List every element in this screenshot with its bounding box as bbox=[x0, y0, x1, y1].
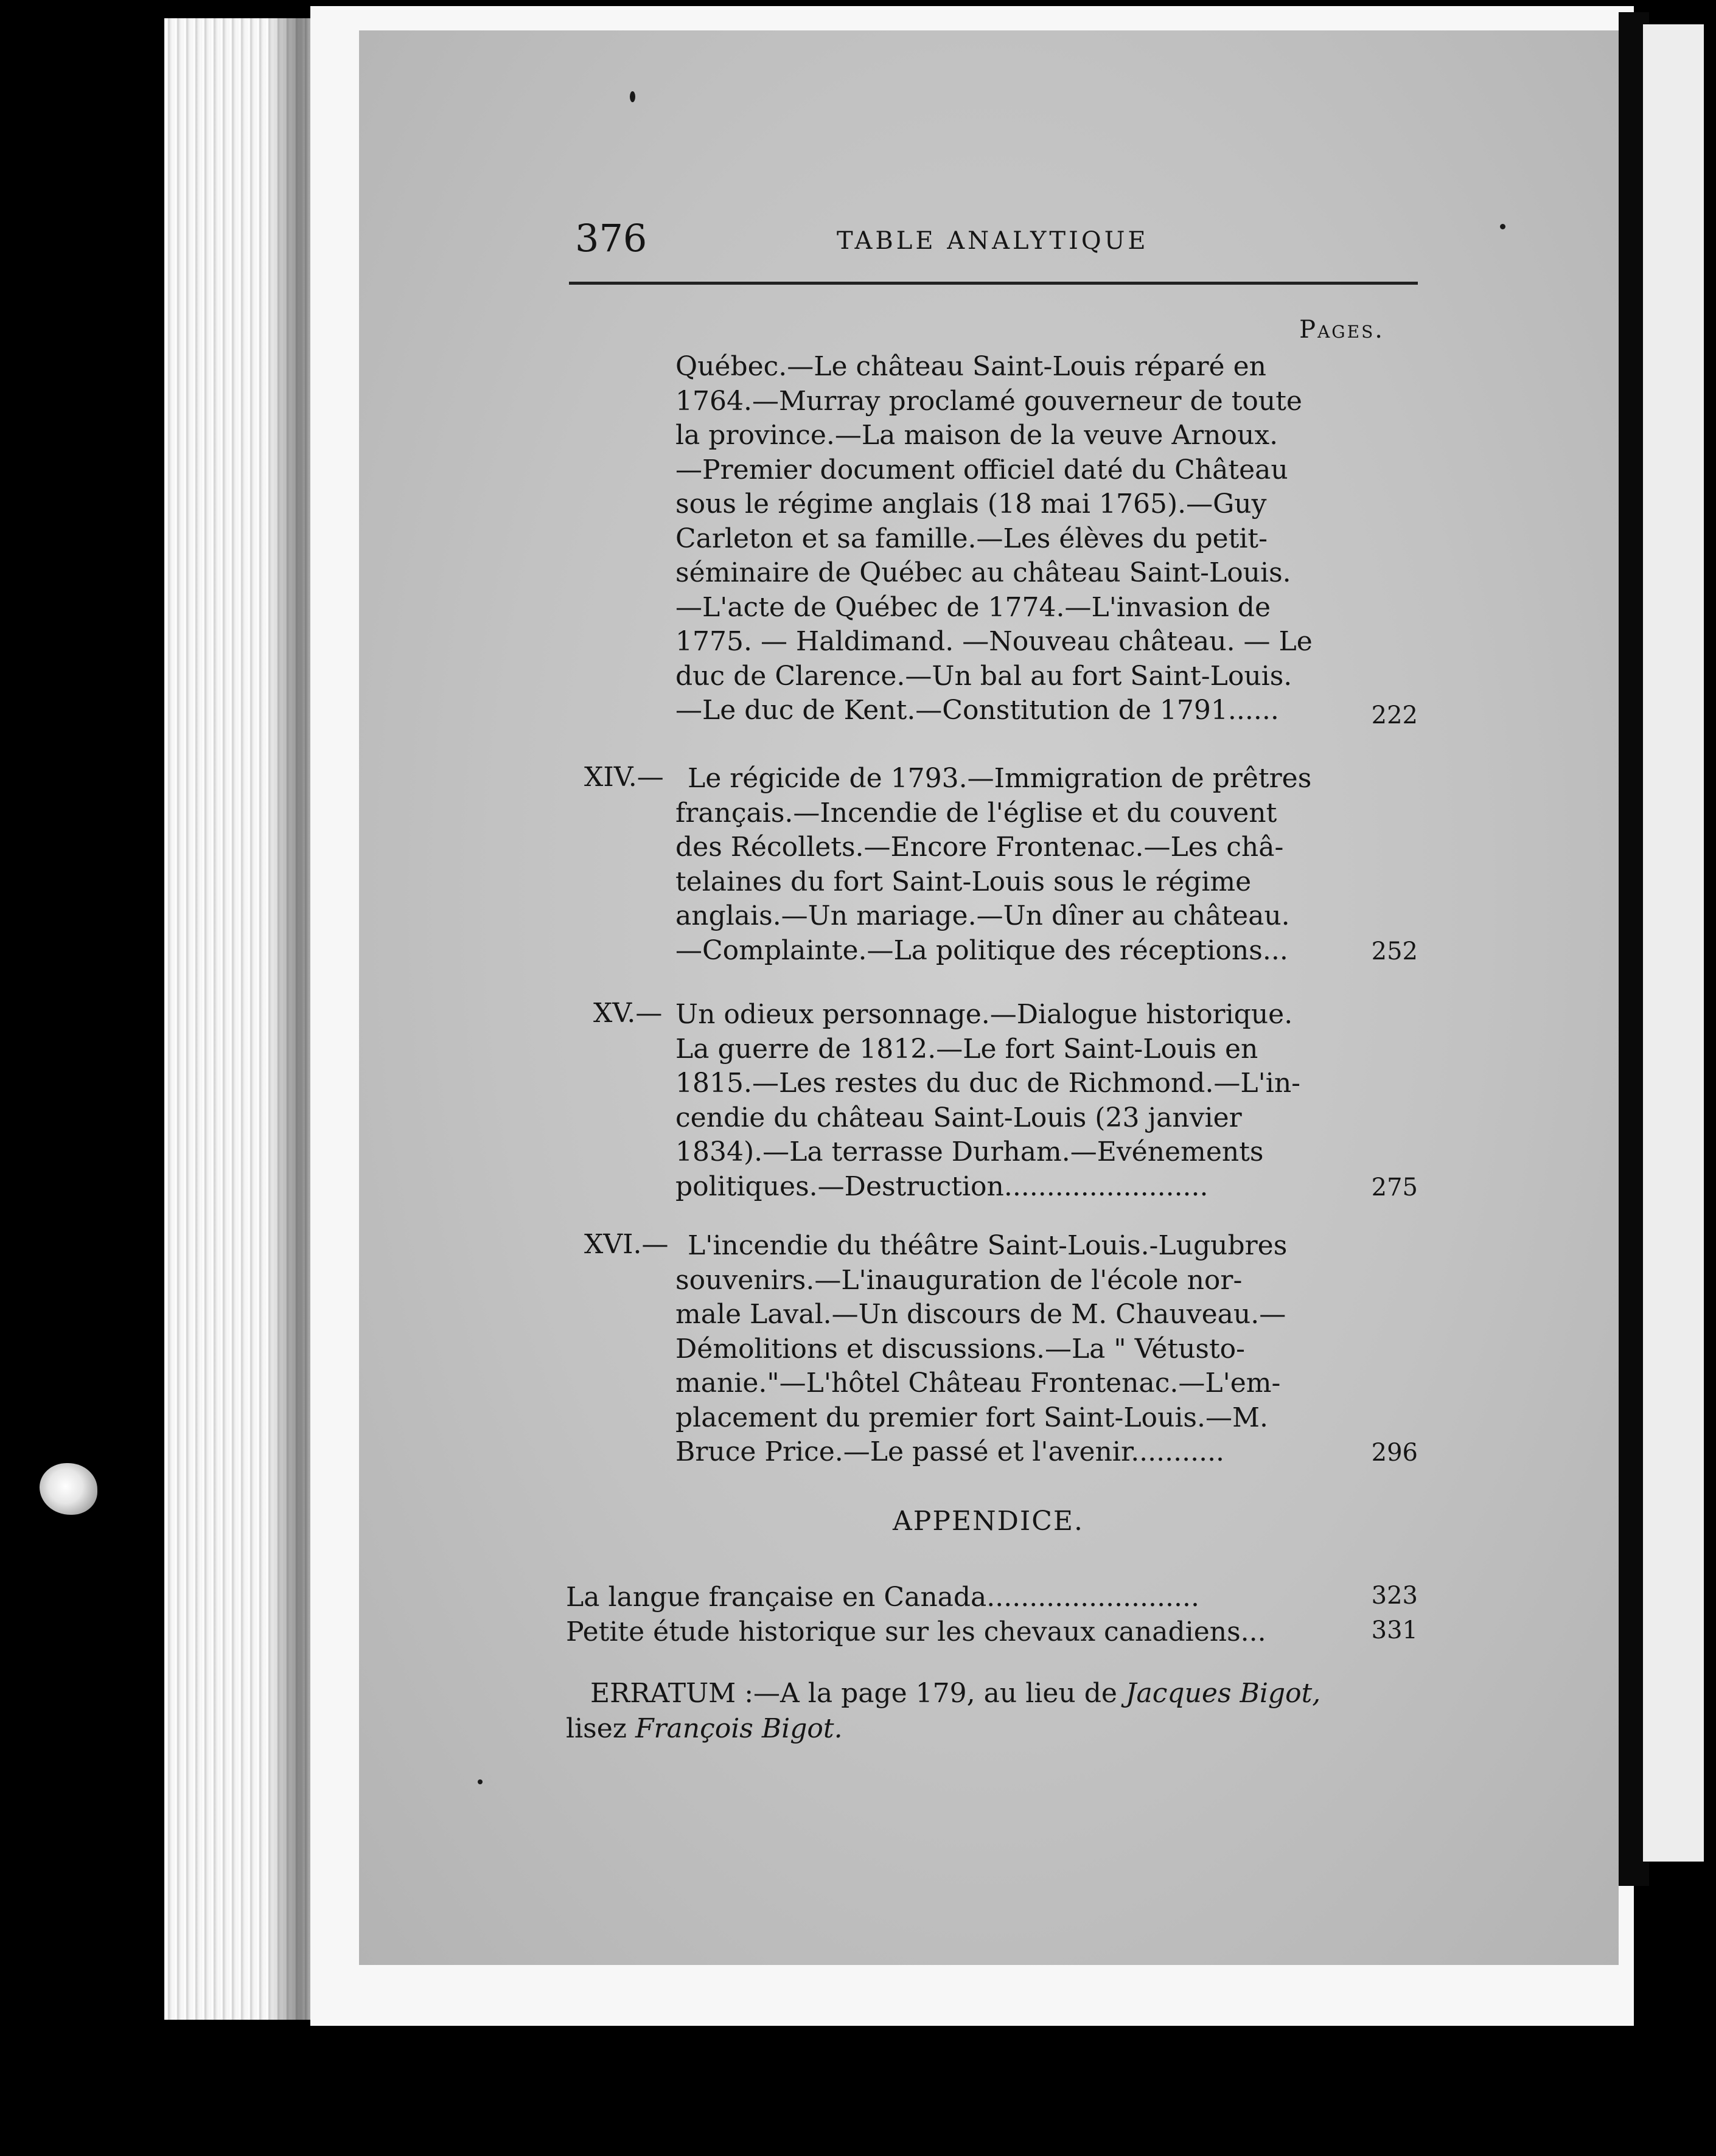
appendix-item-label: La langue française en Canada......................... bbox=[566, 1582, 1199, 1613]
entry-page-number: 296 bbox=[1371, 1439, 1418, 1467]
entry-line: cendie du château Saint-Louis (23 janvier bbox=[675, 1102, 1242, 1133]
entry-line: —Le duc de Kent.—Constitution de 1791...... bbox=[675, 695, 1279, 726]
chapter-number: XV.— bbox=[593, 998, 663, 1029]
entry-line: —Premier document officiel daté du Château bbox=[675, 454, 1288, 485]
entry-line: français.—Incendie de l'église et du couvent bbox=[675, 797, 1277, 829]
entry-page-number: 252 bbox=[1371, 937, 1418, 965]
entry-line: Le régicide de 1793.—Immigration de prêtres bbox=[688, 763, 1312, 794]
entry-line: souvenirs.—L'inauguration de l'école nor- bbox=[675, 1264, 1243, 1296]
header-rule bbox=[569, 282, 1418, 285]
entry-line: 1834).—La terrasse Durham.—Evénements bbox=[675, 1136, 1264, 1167]
erratum-wrong-name: Jacques Bigot, bbox=[1125, 1678, 1321, 1709]
appendix-item-page: 323 bbox=[1371, 1582, 1418, 1610]
pages-column-label: Pages. bbox=[1299, 316, 1384, 344]
entry-line: manie."—L'hôtel Château Frontenac.—L'em- bbox=[675, 1368, 1281, 1399]
entry-line: 1775. — Haldimand. —Nouveau château. — Le bbox=[675, 626, 1313, 657]
ink-speck bbox=[478, 1779, 483, 1784]
entry-line: 1815.—Les restes du duc de Richmond.—L'in- bbox=[675, 1068, 1301, 1099]
page-blemish bbox=[40, 1463, 97, 1515]
appendix-heading: APPENDICE. bbox=[893, 1506, 1084, 1537]
entry-line: Québec.—Le château Saint-Louis réparé en bbox=[675, 351, 1266, 382]
entry-line: la province.—La maison de la veuve Arnoux. bbox=[675, 420, 1278, 451]
entry-page-number: 275 bbox=[1371, 1174, 1418, 1201]
entry-line: placement du premier fort Saint-Louis.—M. bbox=[675, 1402, 1269, 1433]
entry-page-number: 222 bbox=[1371, 701, 1418, 729]
appendix-item-page: 331 bbox=[1371, 1616, 1418, 1644]
erratum-lead: ERRATUM :—A la page 179, au lieu de bbox=[590, 1678, 1126, 1709]
entry-line: —Complainte.—La politique des réceptions... bbox=[675, 934, 1288, 966]
entry-line: séminaire de Québec au château Saint-Louis. bbox=[675, 557, 1291, 588]
entry-line: La guerre de 1812.—Le fort Saint-Louis en bbox=[675, 1033, 1258, 1065]
entry-line: des Récollets.—Encore Frontenac.—Les châ- bbox=[675, 832, 1284, 863]
chapter-number: XVI.— bbox=[584, 1229, 669, 1260]
ink-speck bbox=[1500, 224, 1505, 229]
entry-line: Démolitions et discussions.—La " Vétusto- bbox=[675, 1333, 1246, 1365]
entry-text bbox=[675, 998, 1301, 1204]
chapter-number: XIV.— bbox=[584, 762, 664, 793]
ink-speck bbox=[630, 91, 635, 102]
entry-text bbox=[675, 1229, 1288, 1470]
entry-line: 1764.—Murray proclamé gouverneur de toute bbox=[675, 385, 1302, 417]
facing-page-sliver bbox=[1643, 24, 1704, 1862]
erratum-note bbox=[566, 1676, 1430, 1747]
entry-line: L'incendie du théâtre Saint-Louis.-Lugubres bbox=[688, 1230, 1288, 1261]
page-number: 376 bbox=[575, 216, 647, 260]
entry-text bbox=[675, 350, 1313, 728]
entry-line: —L'acte de Québec de 1774.—L'invasion de bbox=[675, 591, 1271, 623]
entry-line: duc de Clarence.—Un bal au fort Saint-Louis. bbox=[675, 660, 1292, 692]
entry-line: telaines du fort Saint-Louis sous le régime bbox=[675, 866, 1252, 897]
entry-line: politiques.—Destruction........................ bbox=[675, 1170, 1209, 1202]
entry-line: Bruce Price.—Le passé et l'avenir........... bbox=[675, 1436, 1225, 1467]
erratum-correct-name: François Bigot. bbox=[635, 1713, 843, 1744]
erratum-read: lisez bbox=[566, 1713, 635, 1744]
entry-line: Un odieux personnage.—Dialogue historique. bbox=[675, 999, 1293, 1030]
entry-line: anglais.—Un mariage.—Un dîner au château. bbox=[675, 900, 1290, 931]
entry-text bbox=[675, 762, 1312, 968]
entry-line: sous le régime anglais (18 mai 1765).—Guy bbox=[675, 489, 1267, 520]
appendix-item-label: Petite étude historique sur les chevaux canadiens... bbox=[566, 1616, 1266, 1647]
entry-line: Carleton et sa famille.—Les élèves du petit- bbox=[675, 523, 1268, 554]
running-title: TABLE ANALYTIQUE bbox=[837, 227, 1149, 255]
entry-line: male Laval.—Un discours de M. Chauveau.— bbox=[675, 1299, 1286, 1330]
